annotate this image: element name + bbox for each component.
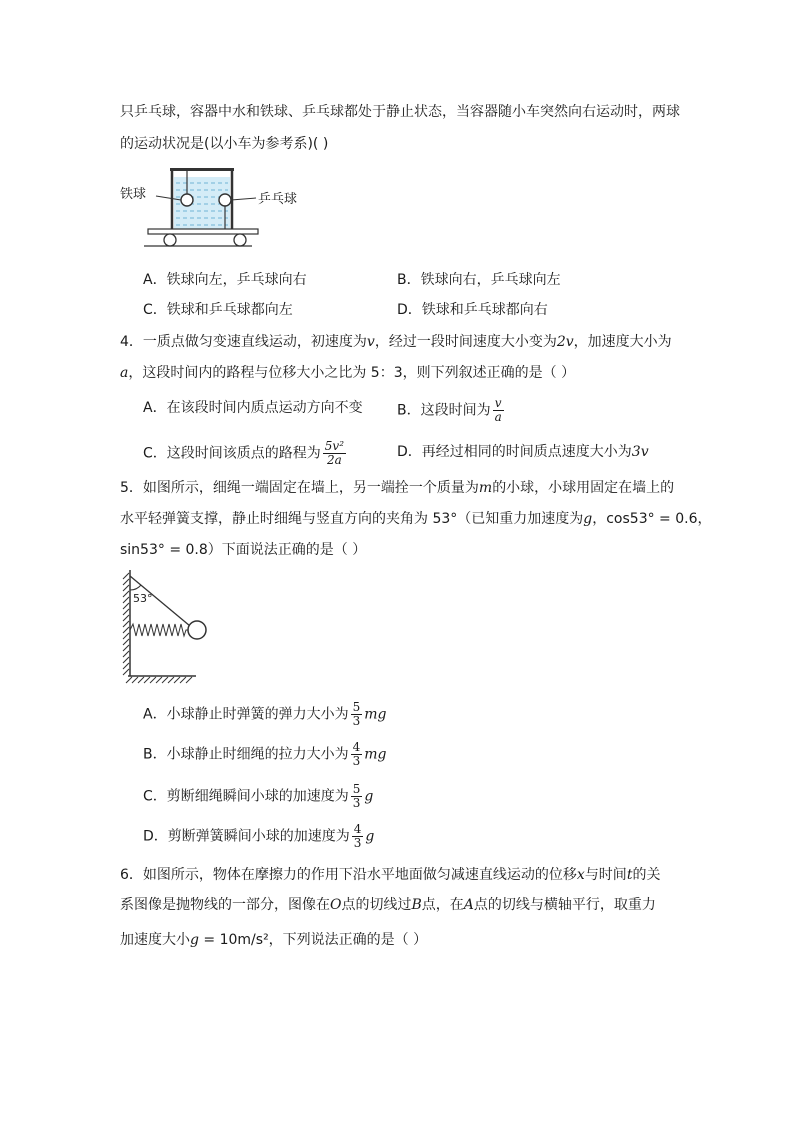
q6-text: 6．如图所示，物体在摩擦力的作用下沿水平地面做匀减速直线运动的位移: [120, 867, 577, 883]
q5-text: 的小球，小球用固定在墙上的: [492, 480, 675, 496]
fraction-numerator: 5v²: [324, 439, 345, 453]
q5-option-d-fraction: [352, 823, 364, 850]
q4-text: ，经过一段时间速度大小变为: [374, 334, 557, 350]
q5-option-c-unit: g: [364, 788, 374, 805]
q5-text: ，cos53° = 0.6，: [592, 511, 712, 527]
q6-stem-line3: [120, 930, 427, 950]
q5-option-b: [143, 741, 387, 768]
q6-point-a: A: [463, 897, 474, 913]
q5-var-g: g: [583, 511, 593, 527]
q3-cart-figure: [118, 165, 318, 250]
q5-stem-line2: [120, 509, 712, 529]
q6-text: 与时间: [584, 867, 627, 883]
q6-var-t: t: [626, 867, 633, 883]
q4-var-2v: 2v: [556, 334, 574, 350]
q3-stem-line2: 的运动状况是(以小车为参考系)( ): [120, 136, 329, 152]
q6-text: 点的切线与横轴平行，取重力: [473, 897, 656, 913]
q6-text: 加速度大小: [120, 932, 190, 948]
q6-var-x: x: [576, 867, 585, 883]
q5-option-a: [143, 701, 386, 728]
q5-var-m: m: [478, 480, 493, 496]
q6-stem-line1: [120, 865, 660, 885]
q6-point-o: O: [330, 897, 342, 913]
q3-option-a: A．铁球向左，乒乓球向右: [143, 272, 307, 288]
q6-stem-line2: [120, 895, 656, 915]
q4-var-a: a: [120, 365, 129, 381]
q5-text: 5．如图所示，细绳一端固定在墙上，另一端拴一个质量为: [120, 480, 479, 496]
q4-var-v: v: [366, 334, 375, 350]
q3-pingpong-label: 乒乓球: [258, 192, 298, 207]
q5-option-a-unit: mg: [364, 706, 387, 723]
q6-point-b: B: [411, 897, 422, 913]
q4-option-c: [143, 440, 348, 467]
q4-text: ，这段时间内的路程与位移大小之比为 5：3，则下列叙述正确的是（ ）: [128, 365, 576, 381]
q5-text: 水平轻弹簧支撑，静止时细绳与竖直方向的夹角为 53°（已知重力加速度为: [120, 511, 584, 527]
fraction-denominator: 3: [352, 714, 361, 728]
q5-option-b-unit: mg: [364, 746, 387, 763]
q6-text: 点的切线过: [341, 897, 412, 913]
q5-angle-label: 53°: [133, 592, 153, 605]
fraction-denominator: a: [494, 410, 502, 424]
q4-option-d: [397, 442, 649, 462]
q6-var-g: g: [190, 932, 199, 948]
fraction-denominator: 3: [352, 754, 361, 768]
q4-option-d-text: D．再经过相同的时间质点速度大小为: [397, 444, 632, 460]
q4-text: ，加速度大小为: [573, 334, 672, 350]
q5-option-b-fraction: [351, 741, 363, 768]
q5-option-d-unit: g: [365, 828, 375, 845]
q5-option-a-fraction: [351, 701, 363, 728]
q4-var-3v: 3v: [631, 444, 649, 460]
q5-option-d-text: D．剪断弹簧瞬间小球的加速度为: [143, 828, 350, 845]
q4-text: 4．一质点做匀变速直线运动，初速度为: [120, 334, 367, 350]
fraction-numerator: 5: [352, 700, 361, 714]
fraction-numerator: 5: [352, 782, 361, 796]
q4-option-c-fraction: [323, 440, 346, 467]
q5-option-c-text: C．剪断细绳瞬间小球的加速度为: [143, 788, 349, 805]
q5-option-d: [143, 823, 374, 850]
q6-text: 的关: [632, 867, 661, 883]
q6-text: 点，在: [421, 897, 464, 913]
q4-stem-line1: [120, 332, 672, 352]
q3-option-b: B．铁球向右，乒乓球向左: [397, 272, 561, 288]
q6-text: 系图像是抛物线的一部分，图像在: [120, 897, 330, 913]
q5-option-a-text: A．小球静止时弹簧的弹力大小为: [143, 706, 349, 723]
q5-option-b-text: B．小球静止时细绳的拉力大小为: [143, 746, 349, 763]
q5-option-c: [143, 783, 373, 810]
q5-spring-figure: [120, 568, 220, 684]
q5-stem-line3: sin53° = 0.8）下面说法正确的是（ ）: [120, 542, 367, 558]
fraction-numerator: 4: [353, 822, 362, 836]
fraction-numerator: v: [493, 397, 504, 411]
fraction-denominator: 3: [353, 836, 362, 850]
q3-option-d: D．铁球和乒乓球都向右: [397, 302, 548, 318]
q4-option-b-text: B．这段时间为: [397, 402, 491, 419]
q4-option-b-fraction: [493, 397, 504, 424]
q5-option-c-fraction: [351, 783, 363, 810]
q4-option-a: A．在该段时间内质点运动方向不变: [143, 400, 363, 416]
q4-stem-line2: [120, 363, 575, 383]
q4-option-c-text: C．这段时间该质点的路程为: [143, 445, 321, 462]
q6-text: = 10m/s²，下列说法正确的是（ ）: [198, 932, 428, 948]
q3-option-c: C．铁球和乒乓球都向左: [143, 302, 293, 318]
q3-iron-ball-label: 铁球: [120, 187, 147, 202]
q3-stem-line1: 只乒乓球，容器中水和铁球、乒乓球都处于静止状态，当容器随小车突然向右运动时，两球: [120, 104, 680, 120]
q4-option-b: [397, 397, 506, 424]
fraction-numerator: 4: [352, 740, 361, 754]
q5-stem-line1: [120, 478, 674, 498]
fraction-denominator: 3: [352, 796, 361, 810]
fraction-denominator: 2a: [327, 453, 342, 467]
